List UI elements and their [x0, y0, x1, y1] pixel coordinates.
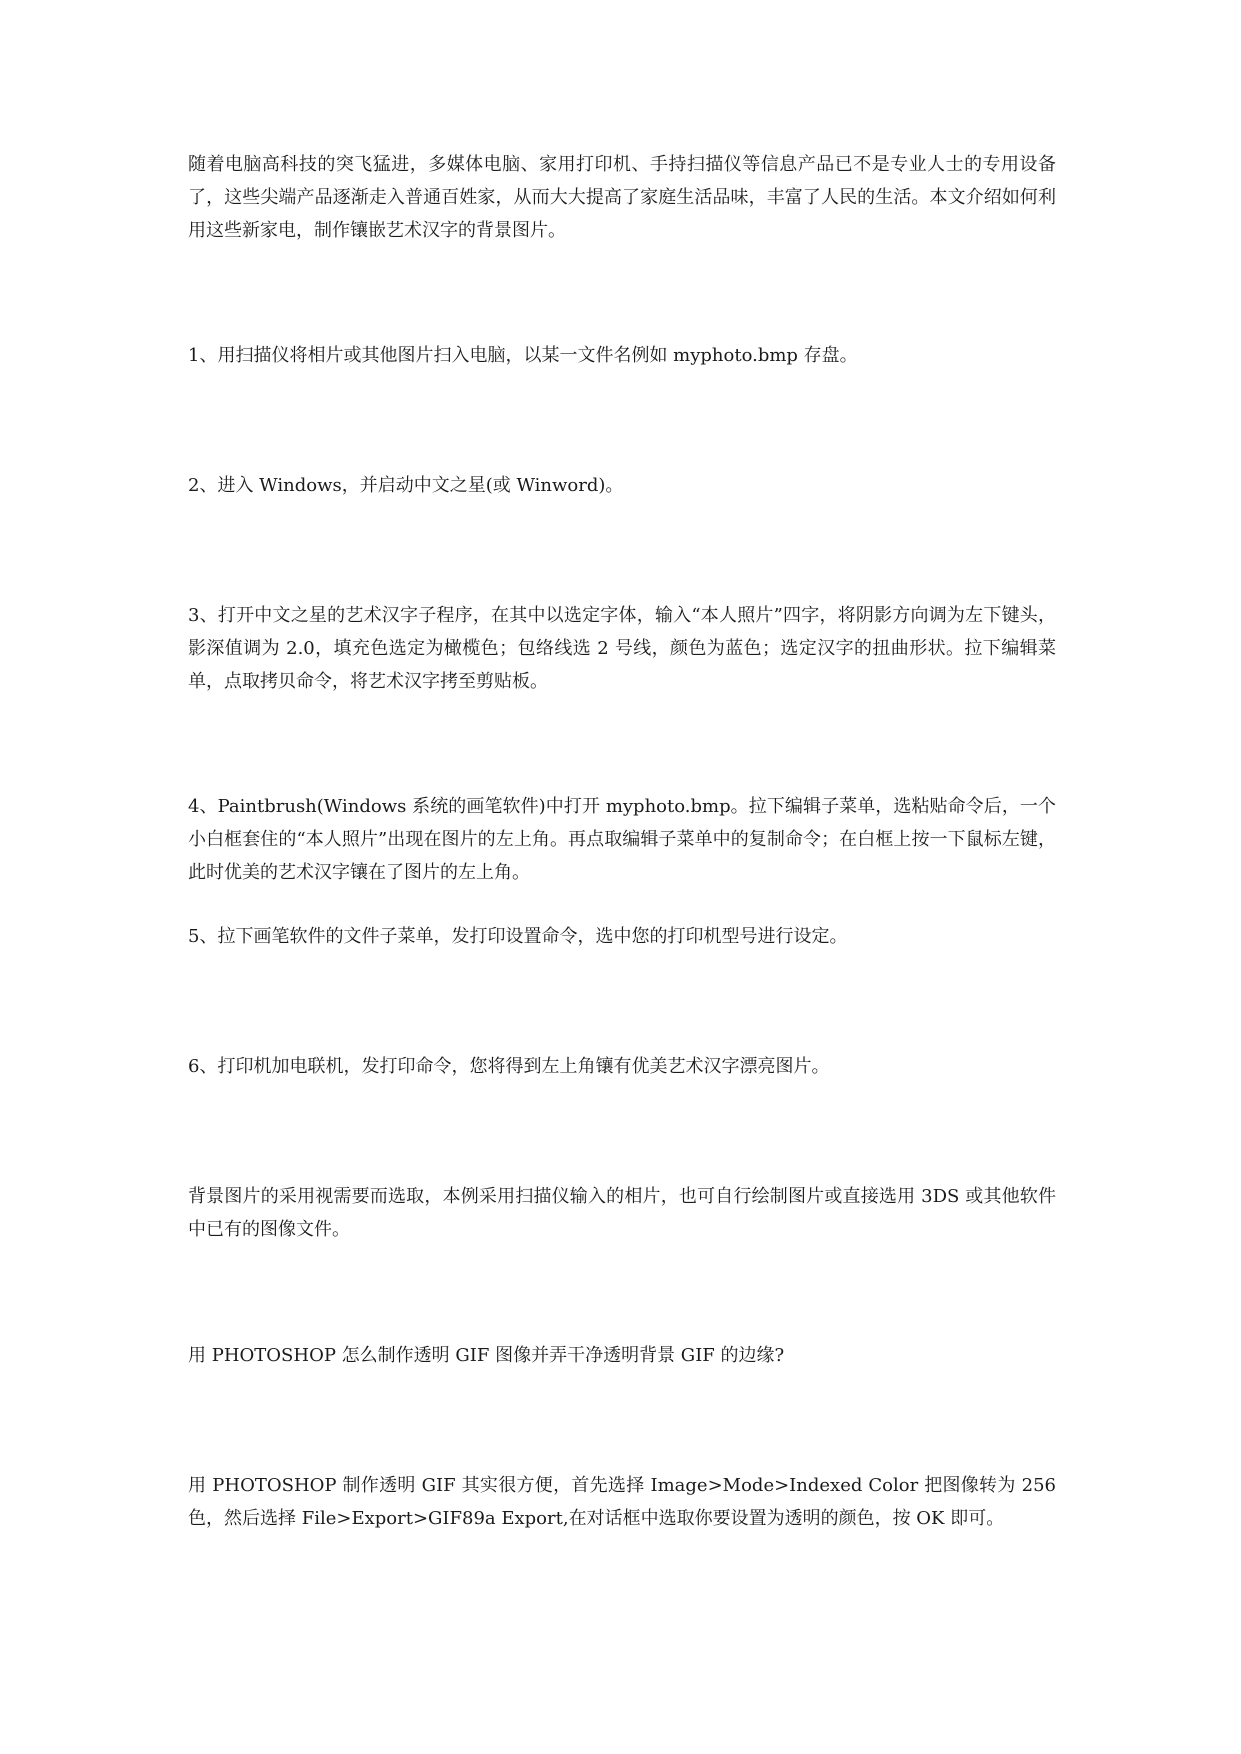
- step-5-paragraph: 5、拉下画笔软件的文件子菜单，发打印设置命令，选中您的打印机型号进行设定。: [188, 926, 848, 947]
- step-1-paragraph: 1、用扫描仪将相片或其他图片扫入电脑，以某一文件名例如 myphoto.bmp 存盘。: [188, 345, 858, 366]
- step-2-paragraph: 2、进入 Windows，并启动中文之星(或 Winword)。: [188, 475, 624, 496]
- step-3-paragraph: 3、打开中文之星的艺术汉字子程序，在其中以选定字体，输入“本人照片”四字，将阴影方向调为左下键头，影深值调为 2.0，填充色选定为橄榄色；包络线选 2 号线，颜色为蓝色；选定汉字的扭曲形状。拉下编辑菜单，点取拷贝命令，将艺术汉字拷至剪贴板。: [188, 605, 1056, 692]
- photoshop-question-paragraph: 用 PHOTOSHOP 怎么制作透明 GIF 图像并弄干净透明背景 GIF 的边缘?: [188, 1345, 785, 1366]
- intro-paragraph: 随着电脑高科技的突飞猛进，多媒体电脑、家用打印机、手持扫描仪等信息产品已不是专业人士的专用设备了，这些尖端产品逐渐走入普通百姓家，从而大大提高了家庭生活品味，丰富了人民的生活。本文介绍如何利用这些新家电，制作镶嵌艺术汉字的背景图片。: [188, 154, 1056, 241]
- photoshop-answer-paragraph: 用 PHOTOSHOP 制作透明 GIF 其实很方便，首先选择 Image>Mode>Indexed Color 把图像转为 256 色，然后选择 File>Export>GIF89a Export,在对话框中选取你要设置为透明的颜色，按 OK 即可。: [188, 1475, 1056, 1529]
- background-note-paragraph: 背景图片的采用视需要而选取，本例采用扫描仪输入的相片，也可自行绘制图片或直接选用 3DS 或其他软件中已有的图像文件。: [188, 1186, 1056, 1240]
- step-4-paragraph: 4、Paintbrush(Windows 系统的画笔软件)中打开 myphoto.bmp。拉下编辑子菜单，选粘贴命令后，一个小白框套住的“本人照片”出现在图片的左上角。再点取编辑子菜单中的复制命令；在白框上按一下鼠标左键，此时优美的艺术汉字镶在了图片的左上角。: [188, 796, 1056, 883]
- step-6-paragraph: 6、打印机加电联机，发打印命令，您将得到左上角镶有优美艺术汉字漂亮图片。: [188, 1056, 830, 1077]
